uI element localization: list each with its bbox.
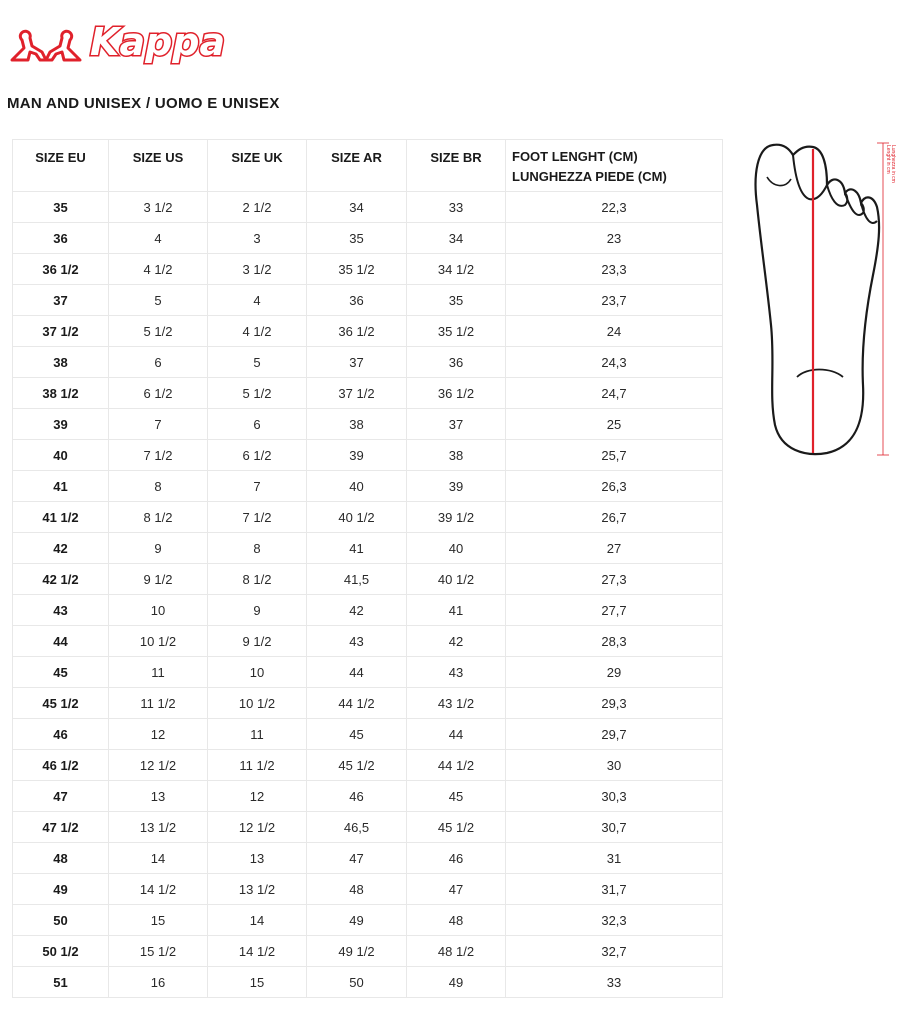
- table-row: [13, 967, 723, 998]
- cell-size-uk: 7 1/2: [208, 502, 307, 533]
- cell-size-us: 15: [109, 905, 208, 936]
- cell-size-cm: 25: [506, 409, 723, 440]
- cell-size-ar: 36 1/2: [307, 316, 407, 347]
- header-size-eu: SIZE EU: [13, 140, 109, 192]
- table-row: [13, 750, 723, 781]
- cell-size-br: 38: [407, 440, 506, 471]
- cell-size-us: 6: [109, 347, 208, 378]
- cell-size-cm: 31,7: [506, 874, 723, 905]
- cell-size-uk: 9 1/2: [208, 626, 307, 657]
- cell-size-eu: 46: [13, 719, 109, 750]
- cell-size-us: 9: [109, 533, 208, 564]
- cell-size-eu: 42 1/2: [13, 564, 109, 595]
- cell-size-eu: 50: [13, 905, 109, 936]
- cell-size-br: 34 1/2: [407, 254, 506, 285]
- cell-size-us: 3 1/2: [109, 192, 208, 223]
- table-row: [13, 595, 723, 626]
- cell-size-us: 11: [109, 657, 208, 688]
- cell-size-eu: 36: [13, 223, 109, 254]
- cell-size-us: 12 1/2: [109, 750, 208, 781]
- cell-size-br: 45: [407, 781, 506, 812]
- cell-size-cm: 26,3: [506, 471, 723, 502]
- cell-size-us: 7 1/2: [109, 440, 208, 471]
- cell-size-uk: 13 1/2: [208, 874, 307, 905]
- cell-size-ar: 45: [307, 719, 407, 750]
- header-size-us: SIZE US: [109, 140, 208, 192]
- cell-size-eu: 44: [13, 626, 109, 657]
- cell-size-uk: 5: [208, 347, 307, 378]
- cell-size-br: 49: [407, 967, 506, 998]
- cell-size-uk: 10: [208, 657, 307, 688]
- cell-size-uk: 14: [208, 905, 307, 936]
- table-row: [13, 471, 723, 502]
- foot-diagram: [745, 135, 895, 460]
- cell-size-us: 10: [109, 595, 208, 626]
- cell-size-uk: 6: [208, 409, 307, 440]
- cell-size-us: 15 1/2: [109, 936, 208, 967]
- cell-size-cm: 29,7: [506, 719, 723, 750]
- cell-size-ar: 41: [307, 533, 407, 564]
- cell-size-ar: 46,5: [307, 812, 407, 843]
- cell-size-eu: 51: [13, 967, 109, 998]
- cell-size-br: 46: [407, 843, 506, 874]
- cell-size-eu: 39: [13, 409, 109, 440]
- cell-size-cm: 32,3: [506, 905, 723, 936]
- cell-size-us: 4: [109, 223, 208, 254]
- cell-size-br: 41: [407, 595, 506, 626]
- kappa-logo: [6, 18, 291, 76]
- cell-size-us: 8 1/2: [109, 502, 208, 533]
- cell-size-uk: 5 1/2: [208, 378, 307, 409]
- cell-size-br: 39 1/2: [407, 502, 506, 533]
- cell-size-us: 16: [109, 967, 208, 998]
- cell-size-br: 48: [407, 905, 506, 936]
- cell-size-ar: 49: [307, 905, 407, 936]
- cell-size-us: 13 1/2: [109, 812, 208, 843]
- cell-size-br: 43 1/2: [407, 688, 506, 719]
- cell-size-cm: 24,7: [506, 378, 723, 409]
- header-size-br: SIZE BR: [407, 140, 506, 192]
- table-row: [13, 874, 723, 905]
- table-row: [13, 781, 723, 812]
- cell-size-ar: 36: [307, 285, 407, 316]
- cell-size-cm: 30: [506, 750, 723, 781]
- cell-size-ar: 40 1/2: [307, 502, 407, 533]
- cell-size-us: 6 1/2: [109, 378, 208, 409]
- cell-size-uk: 10 1/2: [208, 688, 307, 719]
- cell-size-ar: 35 1/2: [307, 254, 407, 285]
- cell-size-eu: 41 1/2: [13, 502, 109, 533]
- cell-size-cm: 27: [506, 533, 723, 564]
- cell-size-br: 43: [407, 657, 506, 688]
- cell-size-cm: 30,3: [506, 781, 723, 812]
- table-row: [13, 719, 723, 750]
- cell-size-cm: 29: [506, 657, 723, 688]
- cell-size-cm: 27,7: [506, 595, 723, 626]
- table-row: [13, 688, 723, 719]
- cell-size-ar: 43: [307, 626, 407, 657]
- table-header-row: [13, 140, 723, 192]
- cell-size-uk: 4: [208, 285, 307, 316]
- cell-size-br: 45 1/2: [407, 812, 506, 843]
- cell-size-us: 5 1/2: [109, 316, 208, 347]
- size-chart-table: [12, 139, 723, 998]
- cell-size-us: 4 1/2: [109, 254, 208, 285]
- cell-size-br: 47: [407, 874, 506, 905]
- cell-size-ar: 40: [307, 471, 407, 502]
- cell-size-cm: 26,7: [506, 502, 723, 533]
- cell-size-uk: 8: [208, 533, 307, 564]
- cell-size-eu: 48: [13, 843, 109, 874]
- table-row: [13, 657, 723, 688]
- cell-size-eu: 45: [13, 657, 109, 688]
- cell-size-br: 35: [407, 285, 506, 316]
- header-size-uk: SIZE UK: [208, 140, 307, 192]
- table-row: [13, 223, 723, 254]
- cell-size-ar: 44 1/2: [307, 688, 407, 719]
- cell-size-br: 40: [407, 533, 506, 564]
- cell-size-ar: 34: [307, 192, 407, 223]
- cell-size-cm: 22,3: [506, 192, 723, 223]
- cell-size-eu: 38 1/2: [13, 378, 109, 409]
- cell-size-uk: 3 1/2: [208, 254, 307, 285]
- cell-size-cm: 23,3: [506, 254, 723, 285]
- cell-size-eu: 41: [13, 471, 109, 502]
- table-row: [13, 192, 723, 223]
- table-row: [13, 564, 723, 595]
- table-row: [13, 812, 723, 843]
- cell-size-cm: 33: [506, 967, 723, 998]
- cell-size-eu: 46 1/2: [13, 750, 109, 781]
- cell-size-eu: 50 1/2: [13, 936, 109, 967]
- cell-size-ar: 44: [307, 657, 407, 688]
- cell-size-uk: 12 1/2: [208, 812, 307, 843]
- cell-size-cm: 24: [506, 316, 723, 347]
- table-row: [13, 843, 723, 874]
- cell-size-us: 12: [109, 719, 208, 750]
- cell-size-br: 36: [407, 347, 506, 378]
- table-row: [13, 409, 723, 440]
- cell-size-us: 8: [109, 471, 208, 502]
- cell-size-uk: 11: [208, 719, 307, 750]
- cell-size-ar: 47: [307, 843, 407, 874]
- cell-size-cm: 23,7: [506, 285, 723, 316]
- cell-size-uk: 6 1/2: [208, 440, 307, 471]
- cell-size-eu: 45 1/2: [13, 688, 109, 719]
- cell-size-eu: 47 1/2: [13, 812, 109, 843]
- cell-size-ar: 38: [307, 409, 407, 440]
- table-row: [13, 285, 723, 316]
- cell-size-uk: 14 1/2: [208, 936, 307, 967]
- table-row: [13, 502, 723, 533]
- foot-length-label-it: Lunghezza in cm: [890, 145, 896, 183]
- cell-size-us: 14 1/2: [109, 874, 208, 905]
- cell-size-us: 7: [109, 409, 208, 440]
- cell-size-uk: 12: [208, 781, 307, 812]
- cell-size-cm: 27,3: [506, 564, 723, 595]
- cell-size-eu: 49: [13, 874, 109, 905]
- cell-size-uk: 4 1/2: [208, 316, 307, 347]
- table-row: [13, 254, 723, 285]
- page-title: MAN AND UNISEX / UOMO E UNISEX: [7, 95, 280, 112]
- cell-size-cm: 25,7: [506, 440, 723, 471]
- cell-size-br: 44 1/2: [407, 750, 506, 781]
- cell-size-eu: 37: [13, 285, 109, 316]
- cell-size-ar: 41,5: [307, 564, 407, 595]
- cell-size-ar: 35: [307, 223, 407, 254]
- cell-size-eu: 43: [13, 595, 109, 626]
- cell-size-eu: 36 1/2: [13, 254, 109, 285]
- cell-size-uk: 3: [208, 223, 307, 254]
- table-row: [13, 378, 723, 409]
- cell-size-eu: 40: [13, 440, 109, 471]
- cell-size-br: 48 1/2: [407, 936, 506, 967]
- table-row: [13, 905, 723, 936]
- table-row: [13, 936, 723, 967]
- cell-size-ar: 48: [307, 874, 407, 905]
- table-row: [13, 626, 723, 657]
- cell-size-ar: 50: [307, 967, 407, 998]
- foot-length-label-en: Lenght in cm: [885, 145, 891, 174]
- cell-size-ar: 45 1/2: [307, 750, 407, 781]
- cell-size-ar: 42: [307, 595, 407, 626]
- cell-size-cm: 29,3: [506, 688, 723, 719]
- cell-size-uk: 2 1/2: [208, 192, 307, 223]
- cell-size-ar: 39: [307, 440, 407, 471]
- cell-size-ar: 37 1/2: [307, 378, 407, 409]
- cell-size-cm: 23: [506, 223, 723, 254]
- cell-size-br: 39: [407, 471, 506, 502]
- table-row: [13, 533, 723, 564]
- header-foot-length-it: LUNGHEZZA PIEDE (CM): [512, 169, 667, 184]
- cell-size-br: 40 1/2: [407, 564, 506, 595]
- cell-size-br: 33: [407, 192, 506, 223]
- cell-size-br: 34: [407, 223, 506, 254]
- cell-size-us: 11 1/2: [109, 688, 208, 719]
- cell-size-br: 37: [407, 409, 506, 440]
- cell-size-uk: 8 1/2: [208, 564, 307, 595]
- cell-size-br: 35 1/2: [407, 316, 506, 347]
- cell-size-ar: 37: [307, 347, 407, 378]
- cell-size-uk: 15: [208, 967, 307, 998]
- cell-size-cm: 28,3: [506, 626, 723, 657]
- header-size-ar: SIZE AR: [307, 140, 407, 192]
- cell-size-cm: 31: [506, 843, 723, 874]
- cell-size-cm: 32,7: [506, 936, 723, 967]
- cell-size-eu: 47: [13, 781, 109, 812]
- cell-size-ar: 46: [307, 781, 407, 812]
- table-row: [13, 347, 723, 378]
- brand-name: Kappa: [90, 20, 226, 64]
- table-row: [13, 440, 723, 471]
- cell-size-uk: 11 1/2: [208, 750, 307, 781]
- cell-size-us: 13: [109, 781, 208, 812]
- cell-size-us: 14: [109, 843, 208, 874]
- table-row: [13, 316, 723, 347]
- cell-size-uk: 13: [208, 843, 307, 874]
- cell-size-us: 10 1/2: [109, 626, 208, 657]
- cell-size-br: 44: [407, 719, 506, 750]
- cell-size-us: 9 1/2: [109, 564, 208, 595]
- cell-size-us: 5: [109, 285, 208, 316]
- header-foot-length-en: FOOT LENGHT (CM): [512, 149, 638, 164]
- cell-size-eu: 35: [13, 192, 109, 223]
- cell-size-eu: 37 1/2: [13, 316, 109, 347]
- cell-size-uk: 7: [208, 471, 307, 502]
- foot-outline-icon: [745, 135, 895, 460]
- cell-size-ar: 49 1/2: [307, 936, 407, 967]
- cell-size-eu: 42: [13, 533, 109, 564]
- cell-size-br: 42: [407, 626, 506, 657]
- cell-size-uk: 9: [208, 595, 307, 626]
- cell-size-cm: 24,3: [506, 347, 723, 378]
- cell-size-eu: 38: [13, 347, 109, 378]
- cell-size-br: 36 1/2: [407, 378, 506, 409]
- cell-size-cm: 30,7: [506, 812, 723, 843]
- header-foot-length: [506, 140, 723, 192]
